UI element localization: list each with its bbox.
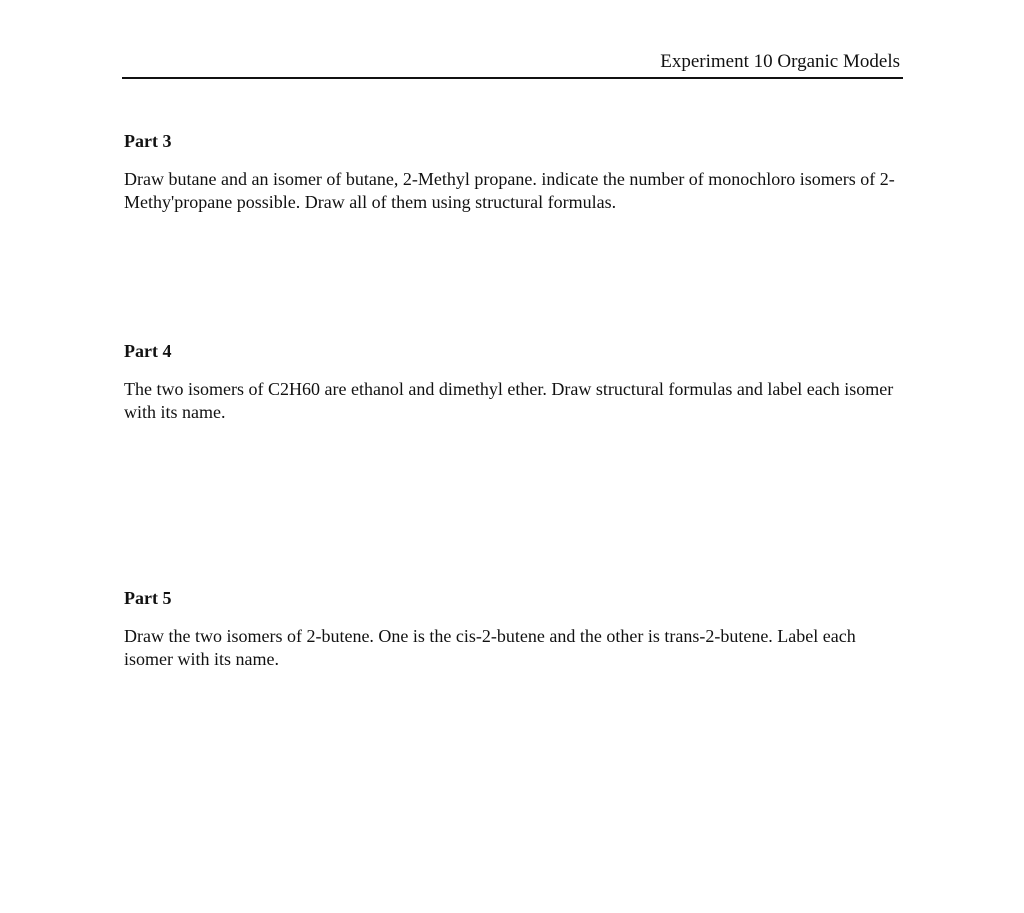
- section-part-5: [124, 587, 902, 671]
- page-header: [122, 50, 903, 79]
- section-part-3: [124, 130, 902, 214]
- section-heading-part-3: Part 3: [124, 131, 172, 151]
- section-instructions-part-4: The two isomers of C2H60 are ethanol and dimethyl ether. Draw structural formulas and label each isomer with its name.: [124, 379, 894, 422]
- page-title: Experiment 10 Organic Models: [660, 51, 900, 72]
- section-instructions-part-5: Draw the two isomers of 2-butene. One is the cis-2-butene and the other is trans-2-butene. Label each isomer with its name.: [124, 626, 856, 669]
- section-heading-part-5: Part 5: [124, 588, 172, 608]
- section-part-4: [124, 340, 902, 424]
- section-heading-part-4: Part 4: [124, 341, 172, 361]
- section-instructions-part-3: Draw butane and an isomer of butane, 2-Methyl propane. indicate the number of monochloro isomers of 2-Methy'propane possible. Draw all of them using structural formulas.: [124, 169, 895, 212]
